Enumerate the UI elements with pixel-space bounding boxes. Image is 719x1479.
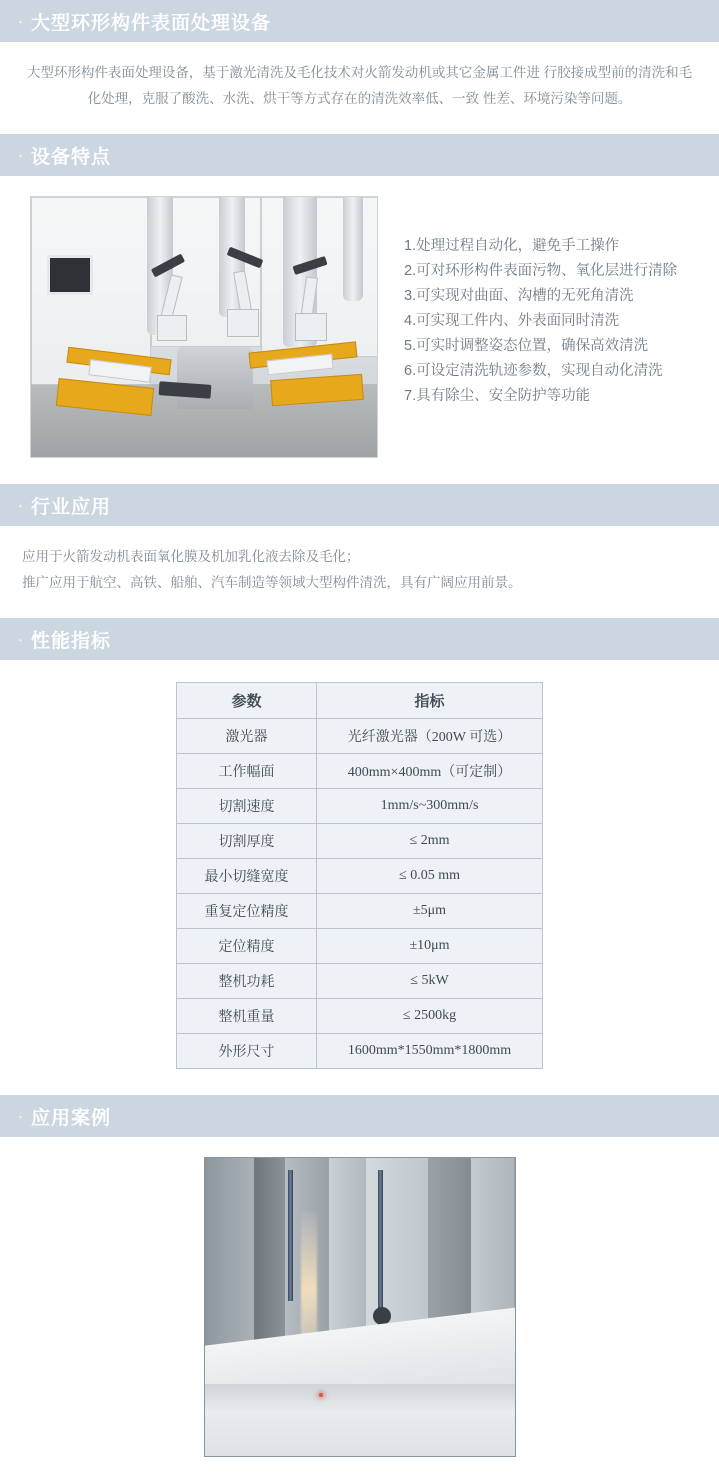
table-row — [177, 964, 543, 999]
table-header-cell: 指标 — [317, 683, 543, 719]
table-row — [177, 719, 543, 754]
list-item: 7.具有除尘、安全防护等功能 — [404, 388, 591, 404]
table-cell-value: ≤ 0.05 mm — [317, 859, 543, 894]
photo-probe-rod — [378, 1170, 383, 1319]
table-cell-value: ≤ 5kW — [317, 964, 543, 999]
table-cell-param: 定位精度 — [177, 929, 317, 964]
table-cell-param: 最小切缝宽度 — [177, 859, 317, 894]
section-title-cases: 应用案例 — [31, 1107, 112, 1129]
industry-line: 应用于火箭发动机表面氧化膜及机加乳化液去除及毛化； — [22, 549, 360, 564]
table-cell-value: 光纤激光器（200W 可选） — [317, 719, 543, 754]
table-cell-param: 整机功耗 — [177, 964, 317, 999]
table-cell-param: 工作幅面 — [177, 754, 317, 789]
table-cell-param: 激光器 — [177, 719, 317, 754]
photo-probe-rod — [288, 1170, 293, 1301]
table-header-cell: 参数 — [177, 683, 317, 719]
table-cell-value: ±10μm — [317, 929, 543, 964]
list-item: 4.可实现工件内、外表面同时清洗 — [404, 313, 620, 329]
section-header-features — [0, 134, 719, 176]
list-item: 1.处理过程自动化，避免手工操作 — [404, 238, 620, 254]
table-row — [177, 1034, 543, 1069]
table-cell-param: 切割厚度 — [177, 824, 317, 859]
table-cell-value: 400mm×400mm（可定制） — [317, 754, 543, 789]
bullet-icon: · — [18, 146, 23, 164]
table-row — [177, 824, 543, 859]
feature-list — [378, 196, 677, 409]
bullet-icon: · — [18, 496, 23, 514]
table-row — [177, 999, 543, 1034]
table-cell-value: ≤ 2mm — [317, 824, 543, 859]
list-item: 3.可实现对曲面、沟槽的无死角清洗 — [404, 288, 634, 304]
section-header-cases — [0, 1095, 719, 1137]
table-cell-value: 1mm/s~300mm/s — [317, 789, 543, 824]
bullet-icon: · — [18, 1107, 23, 1125]
table-row — [177, 754, 543, 789]
table-cell-value: ±5μm — [317, 894, 543, 929]
bullet-icon: · — [18, 12, 23, 30]
table-cell-value: 1600mm*1550mm*1800mm — [317, 1034, 543, 1069]
table-cell-value: ≤ 2500kg — [317, 999, 543, 1034]
photo-turntable — [177, 347, 253, 409]
table-cell-param: 切割速度 — [177, 789, 317, 824]
list-item: 5.可实时调整姿态位置，确保高效清洗 — [404, 338, 649, 354]
case-photo-wrap — [0, 1137, 719, 1479]
spec-table-wrap — [0, 660, 719, 1095]
bullet-icon: · — [18, 630, 23, 648]
table-cell-param: 外形尺寸 — [177, 1034, 317, 1069]
section-header-industry — [0, 484, 719, 526]
table-cell-param: 重复定位精度 — [177, 894, 317, 929]
industry-body — [0, 526, 719, 618]
section-title-industry: 行业应用 — [31, 496, 112, 518]
table-row — [177, 929, 543, 964]
overview-paragraph: 大型环形构件表面处理设备，基于激光清洗及毛化技术对火箭发动机或其它金属工件进 行胶接成型前的清洗和毛化处理，克服了酸洗、水洗、烘干等方式存在的清洗效率低、一致 性差、环境污染等问题。 — [26, 65, 693, 106]
table-cell-param: 整机重量 — [177, 999, 317, 1034]
section-title-overview: 大型环形构件表面处理设备 — [31, 12, 272, 34]
photo-robot-body — [157, 315, 187, 341]
section-title-features: 设备特点 — [31, 146, 112, 168]
list-item: 2.可对环形构件表面污物、氧化层进行清除 — [404, 263, 678, 279]
table-row — [177, 859, 543, 894]
table-row — [177, 789, 543, 824]
features-body — [0, 176, 719, 484]
spec-table — [176, 682, 543, 1069]
table-header-row — [177, 683, 543, 719]
section-title-specs: 性能指标 — [31, 630, 112, 652]
case-photo — [204, 1157, 516, 1457]
list-item: 6.可设定清洗轨迹参数，实现自动化清洗 — [404, 363, 663, 379]
photo-foreground — [205, 1384, 515, 1456]
photo-robot-body — [295, 313, 327, 341]
section-header-overview — [0, 0, 719, 42]
industry-line: 推广应用于航空、高铁、船舶、汽车制造等领域大型构件清洗，具有广阔应用前景。 — [22, 575, 522, 590]
photo-robot-body — [227, 309, 259, 337]
photo-duct — [343, 197, 363, 301]
section-header-specs — [0, 618, 719, 660]
table-row — [177, 894, 543, 929]
photo-monitor — [47, 255, 93, 295]
equipment-photo — [30, 196, 378, 458]
